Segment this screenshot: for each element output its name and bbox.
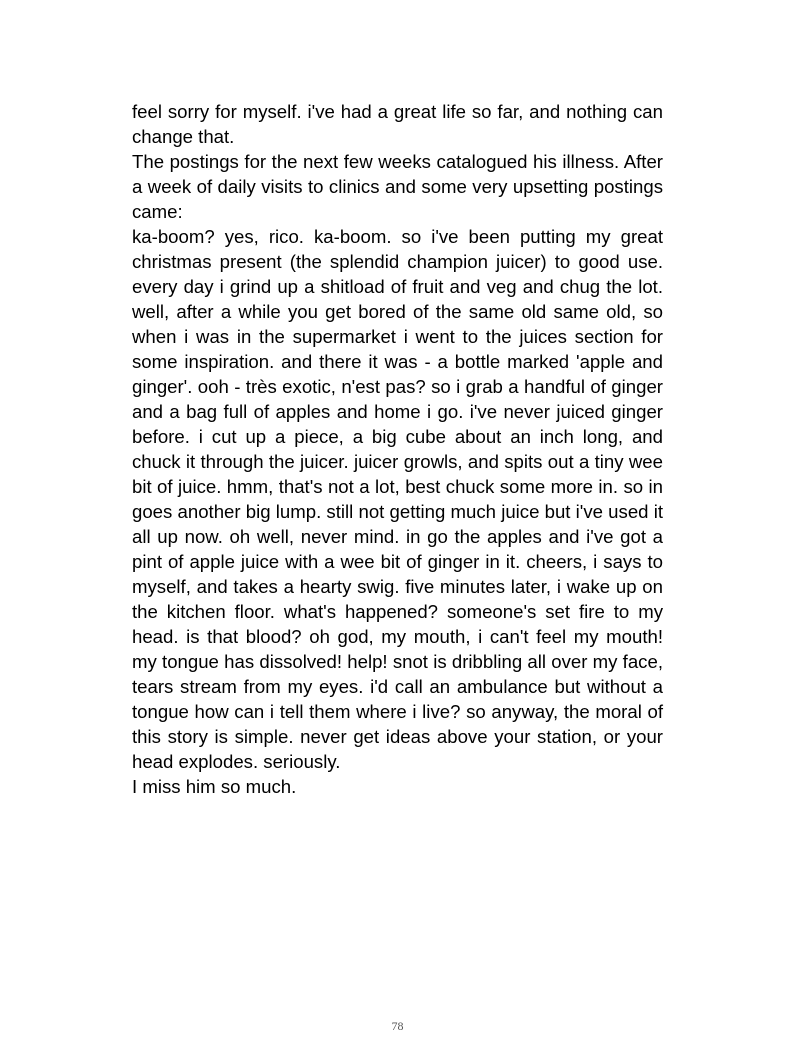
paragraph: I miss him so much. bbox=[132, 776, 297, 797]
paragraph: The postings for the next few weeks catalogued his illness. After a week of daily visits to clinics and some very upsetting postings came: bbox=[132, 151, 663, 222]
body-text bbox=[132, 99, 663, 799]
page-number: 78 bbox=[391, 1019, 404, 1033]
paragraph: ka-boom? yes, rico. ka-boom. so i've been putting my great christmas present (the splendid champion juicer) to good use. every day i grind up a shitload of fruit and veg and chug the lot. well, after a while you get bored of the same old same old, so when i was in the supermarket i went to the juices section for some inspiration. and there it was - a bottle marked 'apple and ginger'. ooh - très exotic, n'est pas? so i grab a handful of ginger and a bag full of apples and home i go. i've never juiced ginger before. i cut up a piece, a big cube about an inch long, and chuck it through the juicer. juicer growls, and spits out a tiny wee bit of juice. hmm, that's not a lot, best chuck some more in. so in goes another big lump. still not getting much juice but i've used it all up now. oh well, never mind. in go the apples and i've got a pint of apple juice with a wee bit of ginger in it. cheers, i says to myself, and takes a hearty swig. five minutes later, i wake up on the kitchen floor. what's happened? someone's set fire to my head. is that blood? oh god, my mouth, i can't feel my mouth! my tongue has dissolved! help! snot is dribbling all over my face, tears stream from my eyes. i'd call an ambulance but without a tongue how can i tell them where i live? so anyway, the moral of this story is simple. never get ideas above your station, or your head explodes. seriously. bbox=[132, 226, 663, 772]
paragraph: feel sorry for myself. i've had a great life so far, and nothing can change that. bbox=[132, 101, 663, 147]
